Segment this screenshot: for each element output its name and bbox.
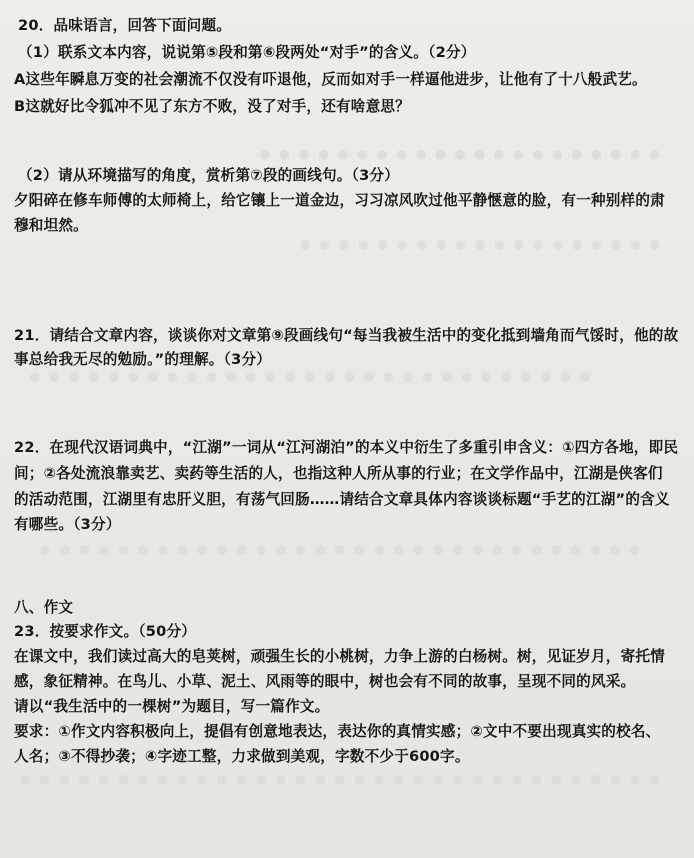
bleed-through-texture <box>30 372 590 382</box>
q21-prompt-line2: 事总给我无尽的勉励。”的理解。（3分） <box>14 351 272 368</box>
q20-answer-b: B这就好比令狐冲不见了东方不败，没了对手，还有啥意思？ <box>14 98 410 115</box>
q23-paragraph-line2: 感，象征精神。在鸟儿、小草、泥土、风雨等的眼中，树也会有不同的故事，呈现不同的风采。 <box>14 673 636 690</box>
q22-prompt-line3: 的活动范围，江湖里有忠肝义胆，有荡气回肠……请结合文章具体内容谈谈标题“手艺的江湖”的含义 <box>14 491 670 508</box>
q20-answer-a: A这些年瞬息万变的社会潮流不仅没有吓退他，反而如对手一样逼他进步，让他有了十八般武艺。 <box>14 71 647 88</box>
q20-sub2-passage-line2: 穆和坦然。 <box>14 217 88 234</box>
q23-paragraph-line1: 在课文中，我们读过高大的皂荚树，顽强生长的小桃树，力争上游的白杨树。树，见证岁月，寄托情 <box>14 648 665 665</box>
q23-title: 23．按要求作文。（50分） <box>14 623 197 640</box>
q23-requirements-line1: 要求：①作文内容积极向上，提倡有创意地表达，表达你的真情实感；②文中不要出现真实的校名、 <box>14 723 661 740</box>
q22-prompt-line2: 间；②各处流浪靠卖艺、卖药等生活的人，也指这种人所从事的行业；在文学作品中，江湖是侠客们 <box>14 465 663 482</box>
bleed-through-texture <box>300 240 660 250</box>
q23-requirements-line2: 人名；③不得抄袭；④字迹工整，力求做到美观，字数不少于600字。 <box>14 748 470 765</box>
bleed-through-texture <box>260 150 660 160</box>
q23-topic: 请以“我生活中的一棵树”为题目，写一篇作文。 <box>14 698 330 715</box>
q21-prompt-line1: 21．请结合文章内容，谈谈你对文章第⑨段画线句“每当我被生活中的变化抵到墙角而气馁时，他的故 <box>14 327 679 344</box>
section-heading: 八、作文 <box>14 599 74 616</box>
q20-sub1-prompt: （1）联系文本内容，说说第⑤段和第⑥段两处“对手”的含义。（2分） <box>18 44 476 61</box>
bleed-through-texture <box>40 545 640 555</box>
bleed-through-texture <box>20 775 660 785</box>
q22-prompt-line4: 有哪些。（3分） <box>14 516 121 533</box>
q20-sub2-prompt: （2）请从环境描写的角度，赏析第⑦段的画线句。（3分） <box>18 167 400 184</box>
q20-sub2-passage-line1: 夕阳碎在修车师傅的太师椅上，给它镶上一道金边，习习凉风吹过他平静惬意的脸，有一种别样的肃 <box>14 192 665 209</box>
q20-title: 20．品味语言，回答下面问题。 <box>18 17 232 34</box>
q22-prompt-line1: 22．在现代汉语词典中，“江湖”一词从“江河湖泊”的本义中衍生了多重引申含义：①四方各地，即民 <box>14 439 679 456</box>
